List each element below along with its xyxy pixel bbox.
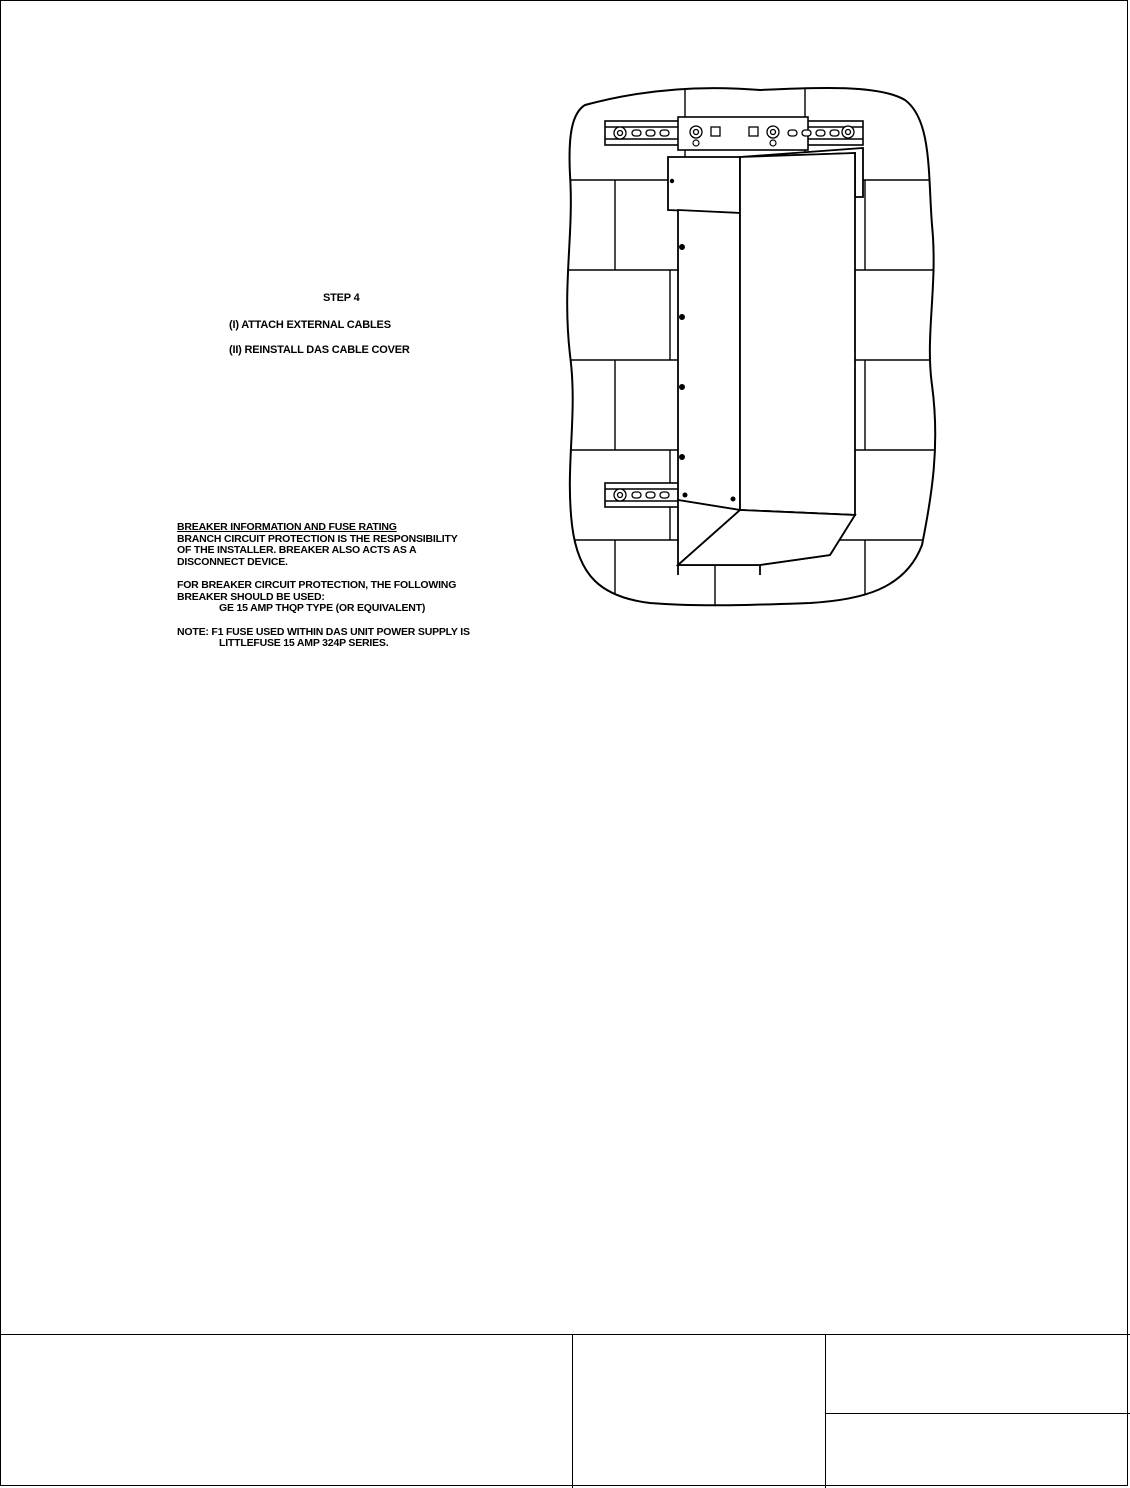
breaker-notes (177, 522, 537, 650)
breaker-type: GE 15 AMP THQP TYPE (OR EQUIVALENT) (219, 602, 426, 614)
fuse-type: LITTLEFUSE 15 AMP 324P SERIES. (219, 637, 389, 649)
breaker-para1-line3: DISCONNECT DEVICE. (177, 555, 288, 568)
breaker-notes-title: BREAKER INFORMATION AND FUSE RATING (177, 521, 397, 533)
title-block-divider-2 (825, 1335, 826, 1488)
breaker-para1-line1: BRANCH CIRCUIT PROTECTION IS THE RESPONSIBILITY (177, 532, 458, 545)
fuse-note: NOTE: F1 FUSE USED WITHIN DAS UNIT POWER SUPPLY IS (177, 625, 470, 638)
breaker-para2-line1: FOR BREAKER CIRCUIT PROTECTION, THE FOLLOWING (177, 579, 457, 591)
das-unit-wall-mount-illustration-icon (560, 85, 950, 610)
breaker-para2-line2: BREAKER SHOULD BE USED: (177, 590, 325, 603)
title-block-divider-1 (572, 1335, 573, 1488)
step-instruction-1: (I) ATTACH EXTERNAL CABLES (229, 319, 391, 331)
step-instruction-2: (II) REINSTALL DAS CABLE COVER (229, 344, 410, 356)
title-block (0, 1334, 1130, 1488)
step-heading: STEP 4 (323, 292, 360, 304)
title-block-row-divider (825, 1413, 1130, 1414)
breaker-para1-line2: OF THE INSTALLER. BREAKER ALSO ACTS AS A (177, 544, 417, 556)
